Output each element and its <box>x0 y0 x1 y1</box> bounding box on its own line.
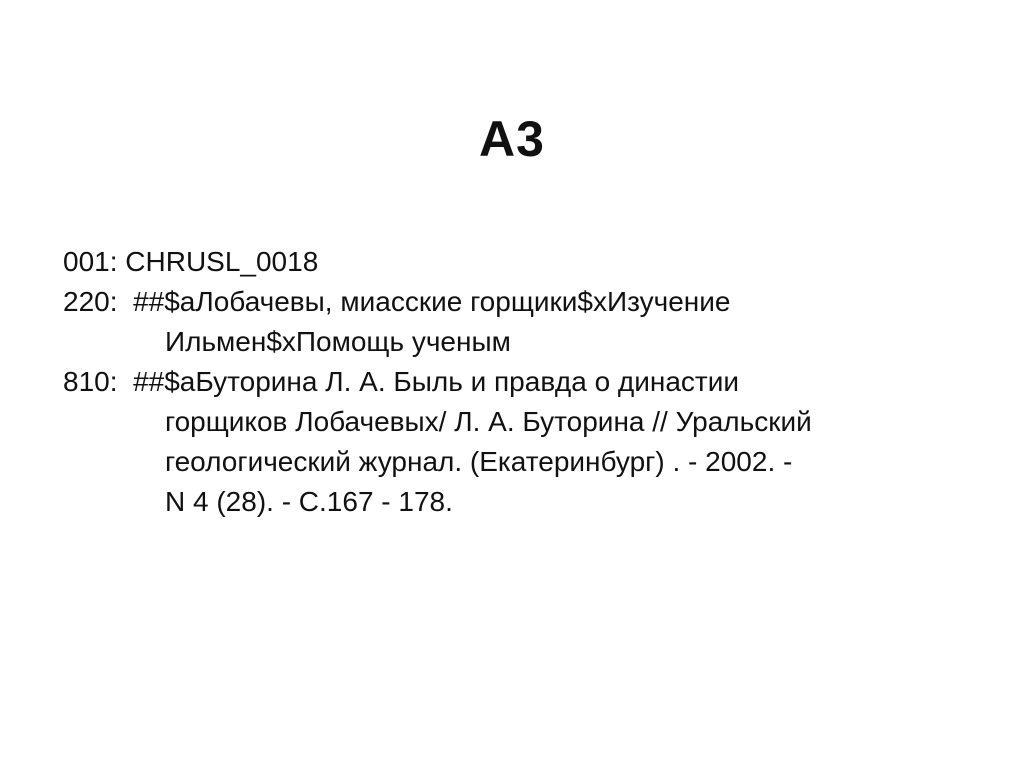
field-810-value-line: ##$aБуторина Л. А. Быль и правда о династии <box>133 366 740 397</box>
field-810-value-line: N 4 (28). - С.167 - 178. <box>165 486 453 517</box>
field-001-line <box>63 242 983 282</box>
field-810-line-4 <box>63 482 983 522</box>
field-001-tag: 001: <box>63 246 118 277</box>
field-220-value-line: Ильмен$xПомощь ученым <box>165 326 511 357</box>
field-810 <box>63 362 983 522</box>
field-810-line-3 <box>63 442 983 482</box>
field-001-value: CHRUSL_0018 <box>125 246 319 277</box>
field-810-tag: 810: <box>63 366 118 397</box>
field-810-line-1 <box>63 362 983 402</box>
field-810-line-2 <box>63 402 983 442</box>
field-810-value-line: геологический журнал. (Екатеринбург) . - 2002. - <box>165 446 793 477</box>
field-001 <box>63 242 983 282</box>
slide-title: A3 <box>479 111 545 167</box>
catalog-record <box>63 242 983 522</box>
field-810-value-line: горщиков Лобачевых/ Л. А. Буторина // Уральский <box>165 406 812 437</box>
field-220-value-line: ##$aЛобачевы, миасские горщики$xИзучение <box>133 286 731 317</box>
field-220-tag: 220: <box>63 286 118 317</box>
field-220 <box>63 282 983 362</box>
field-220-line-2 <box>63 322 983 362</box>
field-220-line-1 <box>63 282 983 322</box>
